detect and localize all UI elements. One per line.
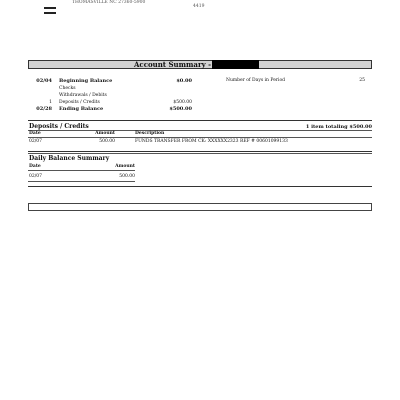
deposit-amount: 500.00 — [99, 139, 115, 144]
section-divider — [28, 186, 372, 187]
deposits-totals: 1 item totaling $500.00 — [305, 124, 372, 130]
redacted-account-number — [212, 60, 259, 69]
account-summary-title: Account Summary - — [134, 60, 212, 69]
section-divider — [28, 151, 372, 152]
summary-label: Checks — [59, 86, 76, 91]
col-header-description: Description — [135, 131, 165, 136]
deposit-description: FUNDS TRANSFER FROM CK: XXXXXX2323 REF # 00601099133 — [135, 139, 288, 144]
summary-amount: $500.00 — [173, 100, 192, 105]
address-line: THOMASVILLE NC 27360-5900 — [72, 0, 146, 5]
days-in-period-value: 25 — [359, 78, 365, 83]
menu-icon[interactable] — [44, 7, 56, 16]
section-divider — [28, 120, 372, 121]
section-divider — [28, 153, 372, 154]
summary-label: Ending Balance — [59, 106, 104, 112]
summary-label: Withdrawals / Debits — [59, 93, 107, 98]
page-code: 4419 — [193, 4, 205, 9]
balance-amount: 500.00 — [119, 174, 135, 179]
row-rule — [28, 181, 135, 182]
balance-date: 02/07 — [29, 174, 42, 179]
col-header-amount: Amount — [95, 131, 115, 136]
empty-section-box — [28, 203, 372, 211]
summary-amount: $500.00 — [169, 106, 192, 112]
summary-label: Deposits / Credits — [59, 100, 100, 105]
summary-label: Beginning Balance — [59, 78, 113, 84]
deposit-date: 02/07 — [29, 139, 42, 144]
summary-amount: $0.00 — [176, 78, 192, 84]
summary-date: 1 — [49, 100, 52, 105]
header-rule — [28, 170, 135, 171]
days-in-period-label: Number of Days in Period — [226, 78, 286, 83]
col-header-date: Date — [29, 131, 41, 136]
summary-date: 02/28 — [36, 106, 52, 112]
col-header-amount: Amount — [115, 164, 135, 169]
header-rule — [28, 137, 372, 138]
daily-balance-title: Daily Balance Summary — [29, 155, 110, 162]
deposits-title: Deposits / Credits — [29, 123, 89, 130]
col-header-date: Date — [29, 164, 41, 169]
summary-date: 02/04 — [36, 78, 52, 84]
